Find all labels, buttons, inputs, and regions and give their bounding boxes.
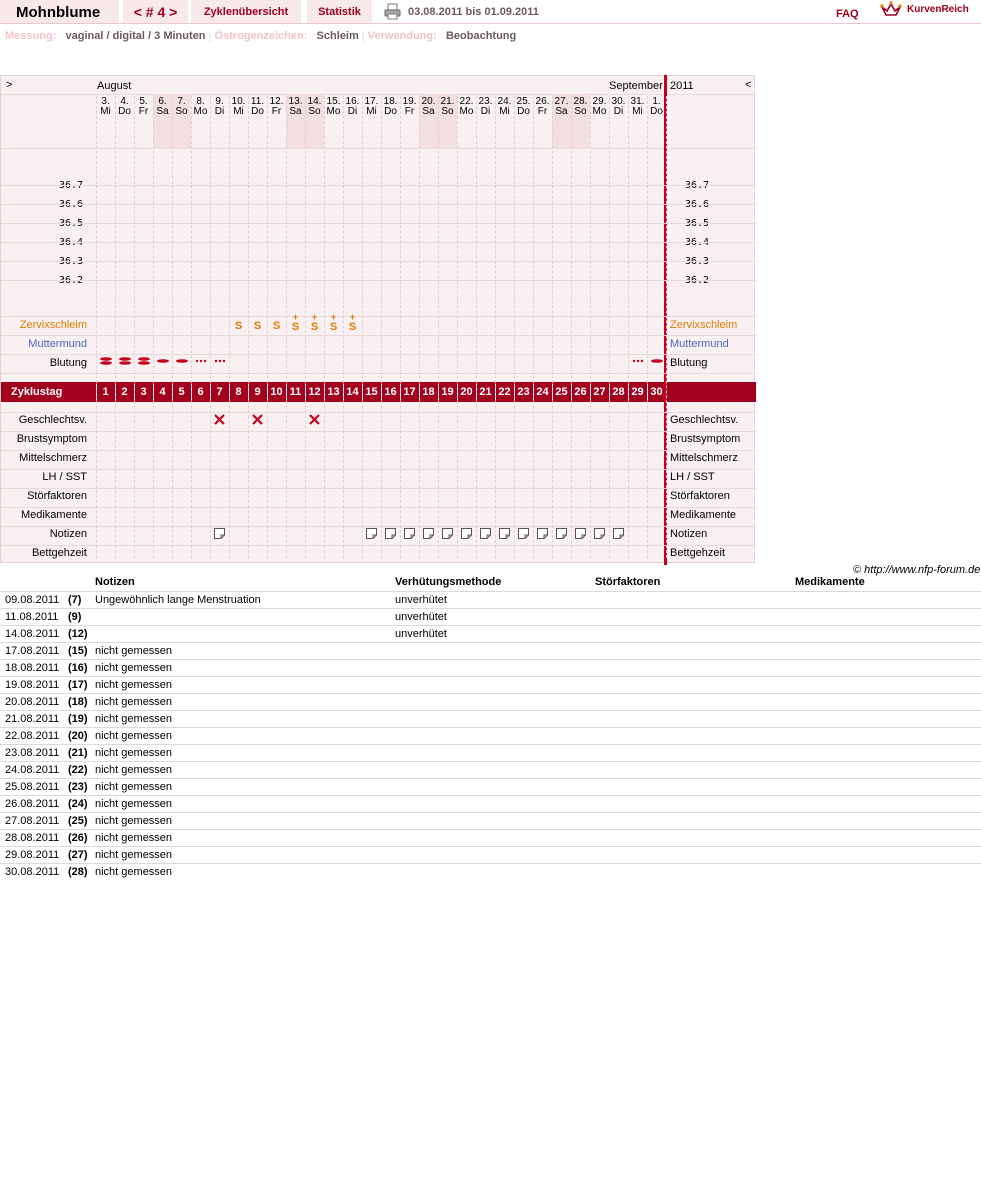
grid-line <box>153 96 154 558</box>
row-cycle-day: (19) <box>68 713 88 725</box>
copyright[interactable]: © http://www.nfp-forum.de <box>853 564 981 576</box>
temp-label: 36.6 <box>685 199 710 210</box>
note-icon[interactable] <box>210 528 229 542</box>
grid-line <box>438 96 439 558</box>
grid-line <box>191 96 192 558</box>
table-row <box>0 795 981 812</box>
nav-next-button[interactable]: < <box>745 79 752 91</box>
cycle-day-number[interactable]: 9 <box>254 386 261 398</box>
row-date: 24.08.2011 <box>5 764 60 776</box>
row-date: 11.08.2011 <box>5 611 59 623</box>
mucus-mark[interactable]: S <box>253 320 262 332</box>
table-row <box>0 812 981 829</box>
grid-line <box>552 96 553 558</box>
row-label-lh: LH / SST <box>42 471 87 483</box>
row-cycle-day: (7) <box>68 594 82 606</box>
cycle-day-number[interactable]: 12 <box>308 386 321 398</box>
year-label: 2011 <box>670 80 694 92</box>
cycle-day-number[interactable]: 3 <box>140 386 147 398</box>
row-label-cervical-mucus: Zervixschleim <box>670 319 738 331</box>
row-date: 29.08.2011 <box>5 849 60 861</box>
row-method: unverhütet <box>395 628 447 640</box>
day-label: 6. Sa <box>156 96 169 117</box>
temp-label: 36.4 <box>685 237 710 248</box>
bleeding-icon[interactable] <box>134 356 153 368</box>
intercourse-icon[interactable] <box>210 414 229 428</box>
day-label: 23. Di <box>478 96 493 117</box>
cycle-day-number[interactable]: 18 <box>422 386 435 398</box>
row-label-midpain: Mittelschmerz <box>19 452 87 464</box>
row-date: 26.08.2011 <box>5 798 60 810</box>
cycle-day-number[interactable]: 11 <box>289 386 302 398</box>
cycle-day-number[interactable]: 10 <box>270 386 283 398</box>
cycle-day-number[interactable]: 25 <box>555 386 568 398</box>
table-row <box>0 863 981 880</box>
note-icon[interactable] <box>552 528 571 542</box>
day-label: 5. Fr <box>138 96 149 117</box>
table-row <box>0 642 981 659</box>
app-title: Mohnblume <box>0 0 119 23</box>
row-label-bedtime: Bettgehzeit <box>31 547 87 559</box>
cycle-day-number[interactable]: 1 <box>102 386 109 398</box>
row-label-cervix: Muttermund <box>28 338 87 350</box>
bleeding-icon[interactable] <box>210 356 229 368</box>
day-label: 24. Mi <box>497 96 512 117</box>
row-note: Ungewöhnlich lange Menstruation <box>95 594 261 606</box>
tab-statistics[interactable]: Statistik <box>307 0 372 23</box>
row-label-breast: Brustsymptom <box>16 433 87 445</box>
cycle-day-label: Zyklustag <box>11 386 63 398</box>
table-row <box>0 778 981 795</box>
cycle-day-number[interactable]: 29 <box>631 386 644 398</box>
table-row <box>0 625 981 642</box>
temp-label: 36.2 <box>59 275 84 286</box>
printer-icon[interactable] <box>384 3 401 20</box>
row-cycle-day: (16) <box>68 662 88 674</box>
row-date: 23.08.2011 <box>5 747 60 759</box>
logo-text[interactable]: KurvenReich <box>907 4 969 15</box>
grid-line <box>134 96 135 558</box>
cycle-day-number[interactable]: 14 <box>346 386 359 398</box>
cycle-day-number[interactable]: 5 <box>178 386 185 398</box>
row-cycle-day: (25) <box>68 815 88 827</box>
row-cycle-day: (20) <box>68 730 88 742</box>
cycle-day-number[interactable]: 13 <box>327 386 340 398</box>
note-icon[interactable] <box>419 528 438 542</box>
temp-label: 36.5 <box>685 218 710 229</box>
use-key: Verwendung: <box>367 30 437 42</box>
table-row <box>0 693 981 710</box>
measurement-info <box>5 30 516 42</box>
table-row <box>0 761 981 778</box>
cycle-chart <box>0 75 755 563</box>
day-label: 1. Do <box>650 96 663 117</box>
table-row <box>0 591 981 608</box>
grid-line <box>647 96 648 558</box>
cycle-day-number[interactable]: 22 <box>498 386 511 398</box>
nav-prev-button[interactable]: > <box>6 79 13 91</box>
row-note: nicht gemessen <box>95 645 173 657</box>
tab-cycle-overview[interactable]: Zyklenübersicht <box>191 0 301 23</box>
grid-line <box>210 96 211 558</box>
row-date: 19.08.2011 <box>5 679 60 691</box>
row-cycle-day: (26) <box>68 832 88 844</box>
separator: | <box>361 30 365 42</box>
table-row <box>0 829 981 846</box>
day-label: 29. Mo <box>592 96 607 117</box>
cycle-day-number[interactable]: 19 <box>441 386 454 398</box>
note-icon[interactable] <box>514 528 533 542</box>
crown-logo-icon[interactable] <box>880 1 902 19</box>
row-cycle-day: (17) <box>68 679 88 691</box>
bleeding-icon[interactable] <box>115 356 134 368</box>
day-label: 14. So <box>307 96 322 117</box>
cycle-day-number[interactable]: 2 <box>121 386 128 398</box>
row-date: 27.08.2011 <box>5 815 60 827</box>
cycle-day-number[interactable]: 15 <box>365 386 378 398</box>
temp-label: 36.2 <box>685 275 710 286</box>
table-row <box>0 744 981 761</box>
row-cycle-day: (15) <box>68 645 88 657</box>
day-label: 20. Sa <box>421 96 436 117</box>
bleeding-icon[interactable] <box>153 356 172 368</box>
row-label-breast: Brustsymptom <box>670 433 741 445</box>
use-value: Beobachtung <box>445 30 517 42</box>
cycle-day-number[interactable]: 27 <box>593 386 606 398</box>
row-method: unverhütet <box>395 594 447 606</box>
note-icon[interactable] <box>533 528 552 542</box>
row-label-cervical-mucus: Zervixschleim <box>19 319 87 331</box>
day-label: 27. Sa <box>554 96 569 117</box>
row-date: 30.08.2011 <box>5 866 60 878</box>
row-note: nicht gemessen <box>95 849 173 861</box>
grid-line <box>362 96 363 558</box>
grid-line <box>457 96 458 558</box>
grid-line <box>533 96 534 558</box>
divider <box>1 94 756 95</box>
note-icon[interactable] <box>571 528 590 542</box>
grid-line <box>514 96 515 558</box>
bleeding-icon[interactable] <box>647 356 666 368</box>
cycle-day-number[interactable]: 21 <box>479 386 492 398</box>
bleeding-icon[interactable] <box>96 356 115 368</box>
row-note: nicht gemessen <box>95 832 173 844</box>
row-label-midpain: Mittelschmerz <box>670 452 738 464</box>
day-label: 15. Mo <box>326 96 341 117</box>
table-row <box>0 659 981 676</box>
row-date: 25.08.2011 <box>5 781 60 793</box>
note-icon[interactable] <box>438 528 457 542</box>
row-note: nicht gemessen <box>95 798 173 810</box>
intercourse-icon[interactable] <box>248 414 267 428</box>
day-label: 17. Mi <box>364 96 379 117</box>
cycle-day-number[interactable]: 6 <box>197 386 204 398</box>
cycle-day-number[interactable]: 30 <box>650 386 663 398</box>
measure-key: Messung: <box>5 30 57 42</box>
top-bar <box>0 0 981 24</box>
table-row <box>0 727 981 744</box>
grid-line <box>628 96 629 558</box>
note-icon[interactable] <box>609 528 628 542</box>
grid-line <box>609 96 610 558</box>
grid-line <box>400 96 401 558</box>
mucus-mark[interactable]: + S <box>348 312 357 333</box>
row-label-medication: Medikamente <box>20 509 87 521</box>
temp-label: 36.4 <box>59 237 84 248</box>
day-label: 22. Mo <box>459 96 474 117</box>
row-date: 18.08.2011 <box>5 662 60 674</box>
row-label-disruptors: Störfaktoren <box>670 490 730 502</box>
day-label: 28. So <box>573 96 588 117</box>
day-label: 31. Mi <box>630 96 645 117</box>
cycle-day-number[interactable]: 26 <box>574 386 587 398</box>
table-row <box>0 676 981 693</box>
grid-line <box>590 96 591 558</box>
day-label: 7. So <box>175 96 188 117</box>
faq-link[interactable]: FAQ <box>836 8 859 20</box>
cycle-day-number[interactable]: 17 <box>403 386 416 398</box>
row-note: nicht gemessen <box>95 696 173 708</box>
row-note: nicht gemessen <box>95 815 173 827</box>
grid-line <box>172 96 173 558</box>
row-note: nicht gemessen <box>95 713 173 725</box>
row-cycle-day: (22) <box>68 764 88 776</box>
grid-line <box>571 96 572 558</box>
row-cycle-day: (9) <box>68 611 82 623</box>
cycle-day-number[interactable]: 28 <box>612 386 625 398</box>
estrogen-value: Schleim <box>316 30 359 42</box>
grid-line <box>666 96 667 558</box>
cycle-day-number[interactable]: 20 <box>460 386 473 398</box>
row-note: nicht gemessen <box>95 764 173 776</box>
row-date: 17.08.2011 <box>5 645 60 657</box>
day-label: 19. Fr <box>402 96 417 117</box>
col-header-notes: Notizen <box>95 576 135 588</box>
row-label-bleeding: Blutung <box>670 357 708 369</box>
day-label: 30. Di <box>611 96 626 117</box>
mucus-mark[interactable]: + S <box>329 312 338 333</box>
note-icon[interactable] <box>381 528 400 542</box>
cycle-day-number[interactable]: 8 <box>235 386 242 398</box>
day-label: 13. Sa <box>288 96 303 117</box>
row-date: 14.08.2011 <box>5 628 60 640</box>
row-date: 09.08.2011 <box>5 594 60 606</box>
row-note: nicht gemessen <box>95 662 173 674</box>
row-label-medication: Medikamente <box>670 509 737 521</box>
row-date: 20.08.2011 <box>5 696 60 708</box>
day-label: 4. Do <box>118 96 131 117</box>
note-icon[interactable] <box>590 528 609 542</box>
note-icon[interactable] <box>400 528 419 542</box>
table-row <box>0 846 981 863</box>
measure-value: vaginal / digital / 3 Minuten <box>65 30 206 42</box>
month-september: September <box>609 80 663 92</box>
row-label-bleeding: Blutung <box>49 357 87 369</box>
row-date: 22.08.2011 <box>5 730 60 742</box>
date-range: 03.08.2011 bis 01.09.2011 <box>408 6 539 18</box>
note-icon[interactable] <box>495 528 514 542</box>
row-cycle-day: (21) <box>68 747 88 759</box>
table-row <box>0 608 981 625</box>
temp-label: 36.5 <box>59 218 84 229</box>
day-label: 9. Di <box>214 96 225 117</box>
cycle-navigator[interactable]: < # 4 > <box>123 0 188 23</box>
cycle-day-number[interactable]: 16 <box>384 386 397 398</box>
row-note: nicht gemessen <box>95 866 173 878</box>
row-label-disruptors: Störfaktoren <box>27 490 87 502</box>
row-note: nicht gemessen <box>95 747 173 759</box>
mucus-mark[interactable]: + S <box>310 312 319 333</box>
row-cycle-day: (18) <box>68 696 88 708</box>
note-icon[interactable] <box>362 528 381 542</box>
separator: | <box>208 30 212 42</box>
note-icon[interactable] <box>457 528 476 542</box>
intercourse-icon[interactable] <box>305 414 324 428</box>
row-note: nicht gemessen <box>95 730 173 742</box>
temp-label: 36.3 <box>685 256 710 267</box>
cycle-day-number[interactable]: 4 <box>159 386 166 398</box>
grid-line <box>419 96 420 558</box>
temp-label: 36.7 <box>685 180 710 191</box>
row-note: nicht gemessen <box>95 679 173 691</box>
grid-line <box>476 96 477 558</box>
mucus-mark[interactable]: + S <box>291 312 300 333</box>
note-icon[interactable] <box>476 528 495 542</box>
row-label-notes: Notizen <box>49 528 87 540</box>
temp-label: 36.3 <box>59 256 84 267</box>
mucus-mark[interactable]: S <box>234 320 243 332</box>
grid-line <box>381 96 382 558</box>
col-header-medication: Medikamente <box>795 576 865 588</box>
row-date: 28.08.2011 <box>5 832 60 844</box>
row-cycle-day: (24) <box>68 798 88 810</box>
mucus-mark[interactable]: S <box>272 320 281 332</box>
row-cycle-day: (23) <box>68 781 88 793</box>
bleeding-icon[interactable] <box>191 356 210 368</box>
row-label-lh: LH / SST <box>670 471 715 483</box>
day-label: 3. Mi <box>100 96 111 117</box>
day-label: 12. Fr <box>269 96 284 117</box>
grid-line <box>115 96 116 558</box>
month-august: August <box>97 80 132 92</box>
bleeding-icon[interactable] <box>628 356 647 368</box>
bleeding-icon[interactable] <box>172 356 191 368</box>
row-label-intercourse: Geschlechtsv. <box>18 414 87 426</box>
cycle-day-number[interactable]: 23 <box>517 386 530 398</box>
row-cycle-day: (12) <box>68 628 88 640</box>
row-label-notes: Notizen <box>670 528 708 540</box>
row-cycle-day: (28) <box>68 866 88 878</box>
row-method: unverhütet <box>395 611 447 623</box>
cycle-day-number[interactable]: 24 <box>536 386 549 398</box>
cycle-day-number[interactable]: 7 <box>216 386 223 398</box>
row-note: nicht gemessen <box>95 781 173 793</box>
col-header-disruptors: Störfaktoren <box>595 576 661 588</box>
grid-line <box>495 96 496 558</box>
estrogen-key: Östrogenzeichen: <box>214 30 308 42</box>
row-date: 21.08.2011 <box>5 713 60 725</box>
row-cycle-day: (27) <box>68 849 88 861</box>
day-label: 8. Mo <box>193 96 208 117</box>
row-label-intercourse: Geschlechtsv. <box>670 414 739 426</box>
row-label-cervix: Muttermund <box>670 338 729 350</box>
table-row <box>0 710 981 727</box>
temp-label: 36.6 <box>59 199 84 210</box>
day-label: 21. So <box>440 96 455 117</box>
day-label: 25. Do <box>516 96 531 117</box>
grid-line <box>96 96 97 558</box>
day-label: 16. Di <box>345 96 360 117</box>
day-label: 26. Fr <box>535 96 550 117</box>
row-label-bedtime: Bettgehzeit <box>670 547 726 559</box>
day-label: 10. Mi <box>231 96 246 117</box>
col-header-method: Verhütungsmethode <box>395 576 502 588</box>
day-label: 18. Do <box>383 96 398 117</box>
day-label: 11. Do <box>250 96 265 117</box>
temp-label: 36.7 <box>59 180 84 191</box>
